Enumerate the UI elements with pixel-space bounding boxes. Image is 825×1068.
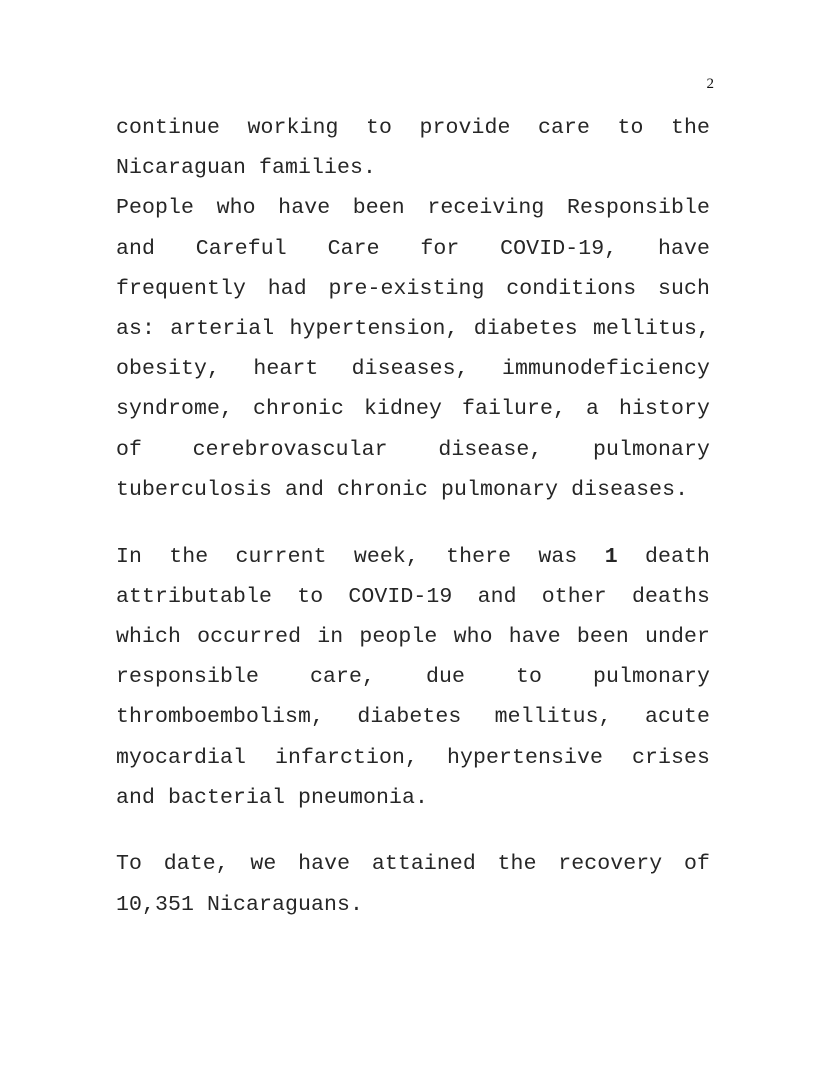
paragraph-weekly-deaths bbox=[116, 537, 710, 818]
weekly-deaths-text-after: death attributable to COVID-19 and other deaths which occurred in people who have been under responsible care, due to pulmonary thromboembolism, diabetes mellitus, acute myocardial infarction, hypertensive crises and bacterial pneumonia. bbox=[116, 544, 710, 810]
weekly-deaths-text-before: In the current week, there was bbox=[116, 544, 605, 569]
paragraph-care-continuation: continue working to provide care to the Nicaraguan families. bbox=[116, 116, 710, 181]
weekly-death-count: 1 bbox=[604, 544, 618, 569]
paragraph-pre-existing-conditions: People who have been receiving Responsible and Careful Care for COVID-19, have frequently had pre-existing conditions such as: arterial hypertension, diabetes mellitus, obesity, heart diseases, immunodeficiency syndrome, chronic kidney failure, a history of cerebrovascular disease, pulmonary tuberculosis and chronic pulmonary diseases. bbox=[116, 196, 710, 502]
document-body bbox=[116, 108, 710, 925]
paragraph-recoveries: To date, we have attained the recovery of 10,351 Nicaraguans. bbox=[116, 852, 710, 917]
page-number: 2 bbox=[706, 76, 714, 92]
